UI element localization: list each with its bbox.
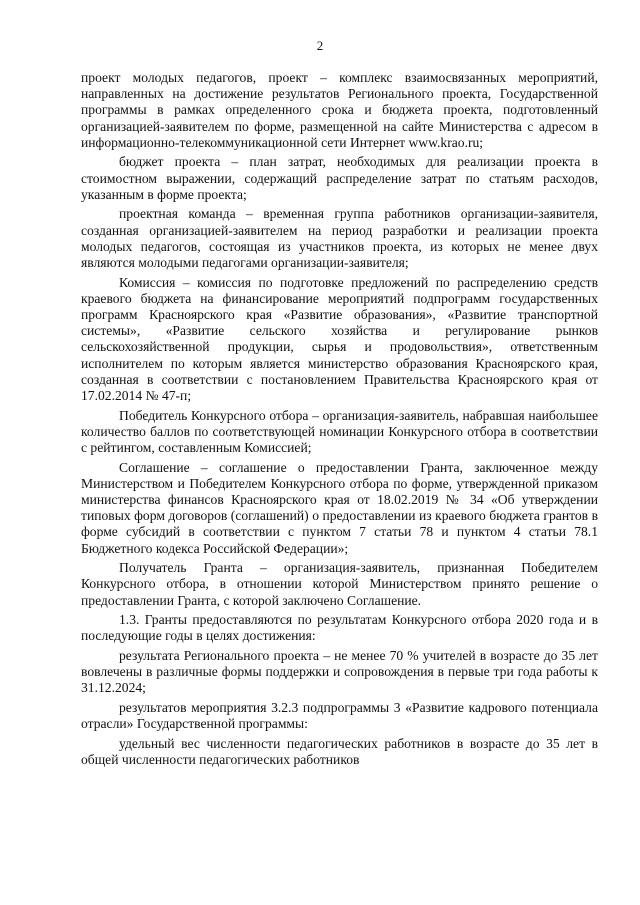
document-body: [81, 70, 598, 772]
paragraph-young-teachers-project: проект молодых педагогов, проект – комплекс взаимосвязанных мероприятий, направленных на достижение результатов Регионального проекта, Государственной программы в рамках определенного срока и бюджета проекта, подготовленный организацией-заявителем по форме, размещенной на сайте Министерства с адресом в информационно-телекоммуникационной сети Интернет www.krao.ru;: [81, 70, 598, 150]
paragraph-grant-recipient: Получатель Гранта – организация-заявитель, признанная Победителем Конкурсного отбора, в отношении которой Министерством принято решение о предоставлении Гранта, с которой заключено Соглашение.: [81, 560, 598, 608]
paragraph-project-team: проектная команда – временная группа работников организации-заявителя, созданная организацией-заявителем на период разработки и реализации проекта молодых педагогов, состоящая из участников проекта, из которых не менее двух являются молодыми педагогами организации-заявителя;: [81, 206, 598, 271]
paragraph-regional-project-result: результата Регионального проекта – не менее 70 % учителей в возрасте до 35 лет вовлечены в различные формы поддержки и сопровождения в первые три года работы к 31.12.2024;: [81, 648, 598, 696]
paragraph-project-budget: бюджет проекта – план затрат, необходимых для реализации проекта в стоимостном выражении, содержащий распределение затрат по статьям расходов, указанным в форме проекта;: [81, 154, 598, 202]
paragraph-commission: Комиссия – комиссия по подготовке предложений по распределению средств краевого бюджета на финансирование мероприятий подпрограмм государственных программ Красноярского края «Развитие образования», «Развитие транспортной системы», «Развитие сельского хозяйства и регулирование рынков сельскохозяйственной продукции, сырья и продовольствия», ответственным исполнителем по которым является министерство образования Красноярского края, созданная в соответствии с постановлением Правительства Красноярского края от 17.02.2014 № 47-п;: [81, 274, 598, 404]
paragraph-agreement: Соглашение – соглашение о предоставлении Гранта, заключенное между Министерством и Победителем Конкурсного отбора по форме, утвержденной приказом министерства финансов Красноярского края от 18.02.2019 № 34 «Об утверждении типовых форм договоров (соглашений) о предоставлении из краевого бюджета грантов в форме субсидий в соответствии с пунктом 7 статьи 78 и пунктом 4 статьи 78.1 Бюджетного кодекса Российской Федерации»;: [81, 459, 598, 556]
paragraph-share-of-teachers: удельный вес численности педагогических работников в возрасте до 35 лет в общей численности педагогических работников: [81, 735, 598, 768]
page-number: 2: [316, 38, 324, 53]
paragraph-measure-results: результатов мероприятия 3.2.3 подпрограммы 3 «Развитие кадрового потенциала отрасли» Государственной программы:: [81, 700, 598, 732]
paragraph-section-1-3: 1.3. Гранты предоставляются по результатам Конкурсного отбора 2020 года и в последующие годы в целях достижения:: [81, 612, 598, 644]
paragraph-selection-winner: Победитель Конкурсного отбора – организация-заявитель, набравшая наибольшее количество баллов по соответствующей номинации Конкурсного отбора в соответствии с рейтингом, составленным Комиссией;: [81, 407, 598, 456]
